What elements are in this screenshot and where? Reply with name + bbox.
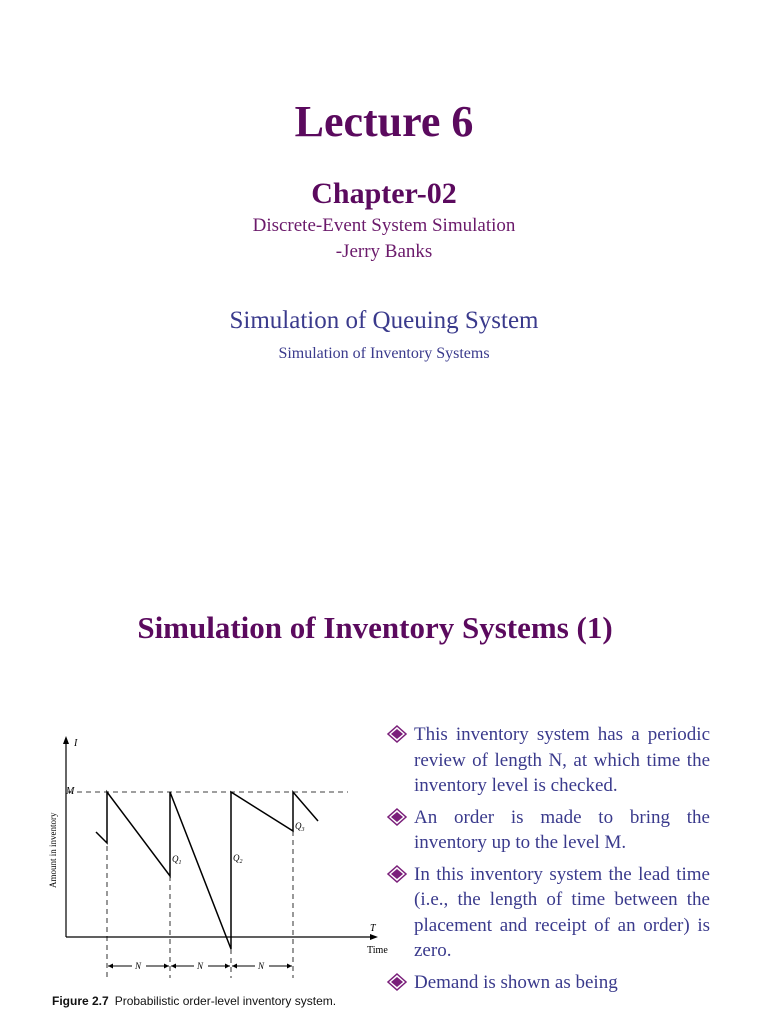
- y-axis-label: Amount in inventory: [48, 812, 58, 888]
- figure-caption: [52, 994, 336, 1008]
- slide-title: Simulation of Inventory Systems (1): [137, 610, 613, 645]
- book-title: Discrete-Event System Simulation: [252, 215, 516, 236]
- period-label: N: [135, 961, 142, 971]
- inventory-figure: [42, 730, 388, 1020]
- order-label-q1: $Q_1$: [172, 854, 182, 866]
- bullet-text: An order is made to bring the inventory up to the level M.: [414, 806, 710, 853]
- lecture-title: Lecture 6: [294, 97, 474, 146]
- bullet-item: [386, 862, 710, 964]
- diamond-bullet-icon: [386, 725, 408, 743]
- period-bracket-2: [171, 961, 230, 971]
- bullet-item: [386, 722, 710, 799]
- bullet-list: [386, 722, 710, 1001]
- period-label: N: [197, 961, 204, 971]
- diamond-bullet-icon: [386, 808, 408, 826]
- level-label-m: M: [66, 786, 75, 797]
- x-axis-symbol: T: [370, 923, 376, 934]
- order-label-q3: $Q_3$: [295, 821, 305, 833]
- author: -Jerry Banks: [335, 241, 433, 262]
- period-bracket-1: [108, 961, 169, 971]
- bullet-item: [386, 805, 710, 856]
- bullet-text: Demand is shown as being: [414, 971, 618, 993]
- figure-number: Figure 2.7: [52, 994, 109, 1008]
- bullet-text: In this inventory system the lead time (i.e., the length of time between the placement and receipt of an order) is zero.: [414, 863, 710, 961]
- topic-title: Simulation of Queuing System: [229, 307, 539, 334]
- diamond-bullet-icon: [386, 865, 408, 883]
- period-bracket-3: [232, 961, 292, 971]
- bullet-item: [386, 970, 710, 996]
- figure-caption-text: Probabilistic order-level inventory system.: [114, 994, 337, 1008]
- period-label: N: [258, 961, 265, 971]
- inventory-curve: [96, 792, 318, 949]
- order-label-q2: $Q_2$: [233, 853, 243, 865]
- chapter-title: Chapter-02: [311, 177, 457, 210]
- subtopic-title: Simulation of Inventory Systems: [278, 345, 490, 362]
- y-axis-arrow: [63, 736, 69, 744]
- y-axis-symbol: I: [74, 738, 78, 749]
- diamond-bullet-icon: [386, 973, 408, 991]
- x-axis-label: Time: [367, 945, 388, 956]
- bullet-text: This inventory system has a periodic review of length N, at which time the inventory level is checked.: [414, 724, 710, 796]
- content-slide: [0, 560, 768, 1024]
- x-axis-arrow: [370, 934, 378, 940]
